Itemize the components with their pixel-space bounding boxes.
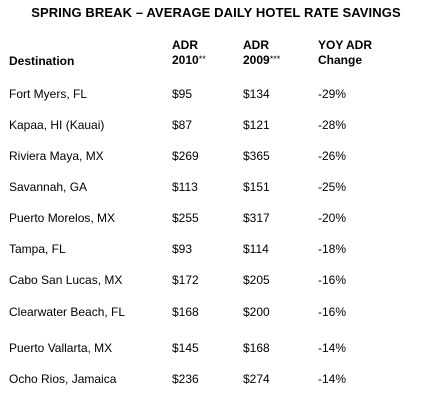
cell-yoy-change: -16% <box>318 273 347 287</box>
table-row <box>0 180 432 194</box>
cell-yoy-change: -18% <box>318 242 347 256</box>
cell-yoy-change: -14% <box>318 341 347 355</box>
header-adr-2009-line2 <box>243 53 280 68</box>
table-row <box>0 211 432 225</box>
header-adr-2009-line1: ADR <box>243 38 269 52</box>
cell-destination: Fort Myers, FL <box>9 87 88 101</box>
cell-adr-2009: $114 <box>243 242 269 256</box>
cell-adr-2010: $95 <box>172 87 193 101</box>
header-adr-2010-year: 2010 <box>172 53 199 67</box>
cell-yoy-change: -25% <box>318 180 347 194</box>
cell-adr-2010: $236 <box>172 372 199 386</box>
cell-adr-2009: $317 <box>243 211 270 225</box>
cell-adr-2009: $365 <box>243 149 270 163</box>
cell-adr-2009: $121 <box>243 118 270 132</box>
table-row <box>0 149 432 163</box>
table-row <box>0 341 432 355</box>
header-adr-2010-line2 <box>172 53 206 68</box>
header-adr-2009-footnote: *** <box>269 54 281 64</box>
table-title: SPRING BREAK – AVERAGE DAILY HOTEL RATE SAVINGS <box>31 5 401 20</box>
cell-yoy-change: -20% <box>318 211 347 225</box>
cell-adr-2009: $151 <box>243 180 270 194</box>
cell-destination: Tampa, FL <box>9 242 66 256</box>
cell-yoy-change: -26% <box>318 149 347 163</box>
cell-destination: Savannah, GA <box>9 180 88 194</box>
cell-adr-2010: $145 <box>172 341 199 355</box>
cell-adr-2010: $255 <box>172 211 199 225</box>
header-adr-2009-year: 2009 <box>243 53 270 67</box>
cell-destination: Puerto Morelos, MX <box>9 211 116 225</box>
cell-yoy-change: -14% <box>318 372 347 386</box>
header-yoy-change-line1: YOY ADR <box>318 38 373 52</box>
header-adr-2010-line1: ADR <box>172 38 198 52</box>
cell-adr-2009: $274 <box>243 372 270 386</box>
cell-adr-2009: $134 <box>243 87 270 101</box>
header-yoy-change <box>318 38 372 68</box>
cell-adr-2009: $168 <box>243 341 270 355</box>
cell-adr-2009: $205 <box>243 273 270 287</box>
table-row <box>0 372 432 386</box>
header-destination: Destination <box>9 54 75 68</box>
cell-yoy-change: -29% <box>318 87 347 101</box>
cell-destination: Clearwater Beach, FL <box>9 305 126 319</box>
cell-destination: Kapaa, HI (Kauai) <box>9 118 105 132</box>
table-row <box>0 118 432 132</box>
header-yoy-change-line2: Change <box>318 53 363 67</box>
cell-adr-2010: $269 <box>172 149 199 163</box>
cell-destination: Puerto Vallarta, MX <box>9 341 113 355</box>
cell-adr-2010: $93 <box>172 242 193 256</box>
cell-destination: Riviera Maya, MX <box>9 149 104 163</box>
cell-adr-2010: $172 <box>172 273 199 287</box>
table-row <box>0 273 432 287</box>
table-row <box>0 242 432 256</box>
cell-yoy-change: -16% <box>318 305 347 319</box>
cell-adr-2009: $200 <box>243 305 270 319</box>
cell-destination: Cabo San Lucas, MX <box>9 273 123 287</box>
table-row <box>0 305 432 319</box>
cell-adr-2010: $168 <box>172 305 199 319</box>
header-adr-2009 <box>243 38 280 68</box>
cell-adr-2010: $87 <box>172 118 193 132</box>
header-adr-2010-footnote: ** <box>198 54 206 64</box>
table-row <box>0 87 432 101</box>
header-adr-2010 <box>172 38 206 68</box>
cell-destination: Ocho Rios, Jamaica <box>9 372 117 386</box>
cell-yoy-change: -28% <box>318 118 347 132</box>
cell-adr-2010: $113 <box>172 180 198 194</box>
